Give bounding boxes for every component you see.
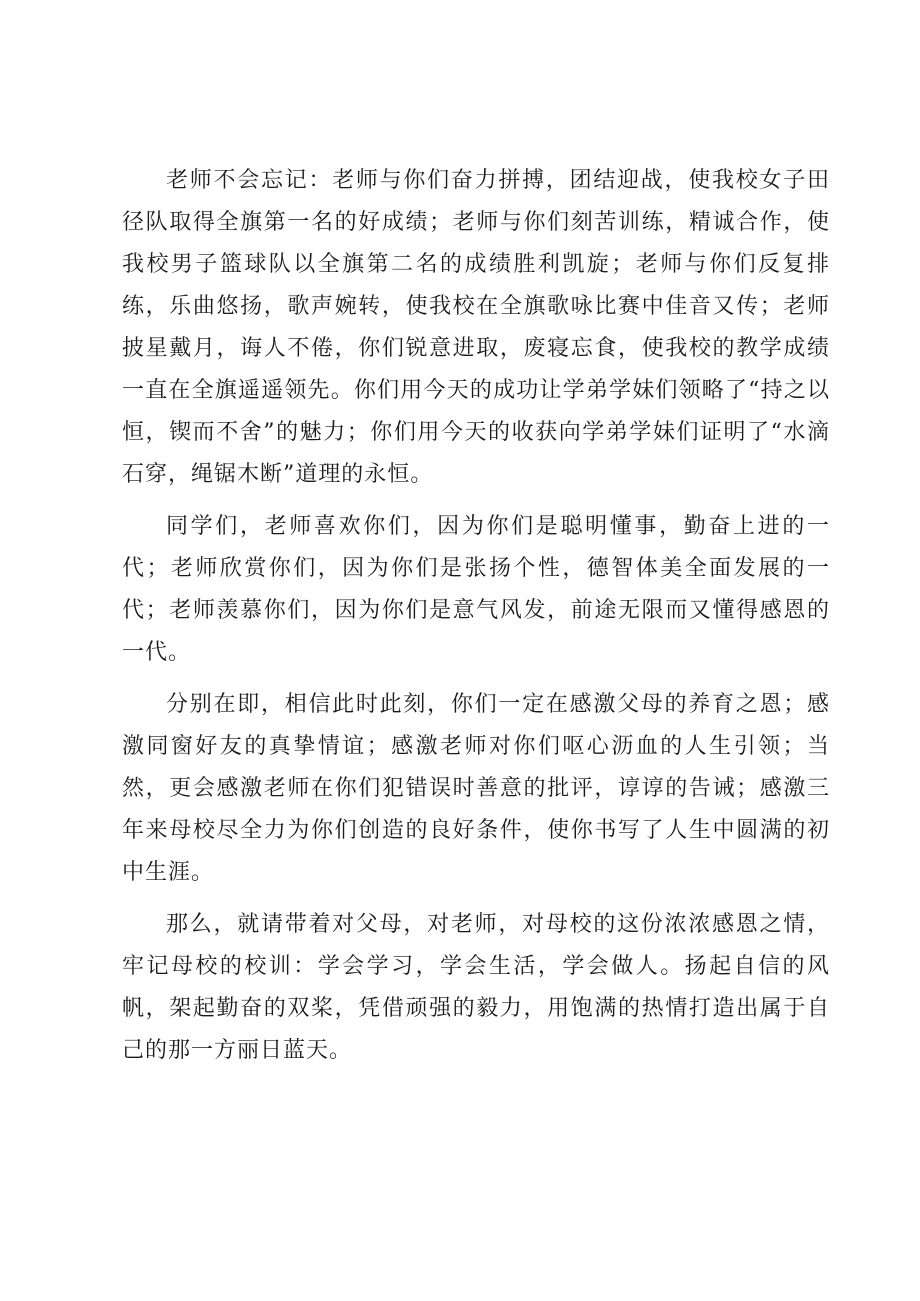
paragraph-4: 那么，就请带着对父母，对老师，对母校的这份浓浓感恩之情，牢记母校的校训：学会学习，学会生活，学会做人。扬起自信的风帆，架起勤奋的双桨，凭借顽强的毅力，用饱满的热情打造出属于自己的那一方丽日蓝天。 xyxy=(122,912,830,1063)
paragraph-3: 分别在即，相信此时此刻，你们一定在感激父母的养育之恩；感激同窗好友的真挚情谊；感激老师对你们呕心沥血的人生引领；当然，更会感激老师在你们犯错误时善意的批评，谆谆的告诫；感激三年来母校尽全力为你们创造的良好条件，使你书写了人生中圆满的初中生涯。 xyxy=(122,692,830,885)
paragraph-1: 老师不会忘记：老师与你们奋力拼搏，团结迎战，使我校女子田径队取得全旗第一名的好成绩；老师与你们刻苦训练，精诚合作，使我校男子篮球队以全旗第二名的成绩胜利凯旋；老师与你们反复排练，乐曲悠扬，歌声婉转，使我校在全旗歌咏比赛中佳音又传；老师披星戴月，诲人不倦，你们锐意进取，废寝忘食，使我校的教学成绩一直在全旗遥遥领先。你们用今天的成功让学弟学妹们领略了“持之以恒，锲而不舍”的魅力；你们用今天的收获向学弟学妹们证明了“水滴石穿，绳锯木断”道理的永恒。 xyxy=(122,168,830,487)
document-body xyxy=(122,160,830,1082)
paragraph-2: 同学们，老师喜欢你们，因为你们是聪明懂事，勤奋上进的一代；老师欣赏你们，因为你们是张扬个性，德智体美全面发展的一代；老师羡慕你们，因为你们是意气风发，前途无限而又懂得感恩的一代。 xyxy=(122,514,830,665)
